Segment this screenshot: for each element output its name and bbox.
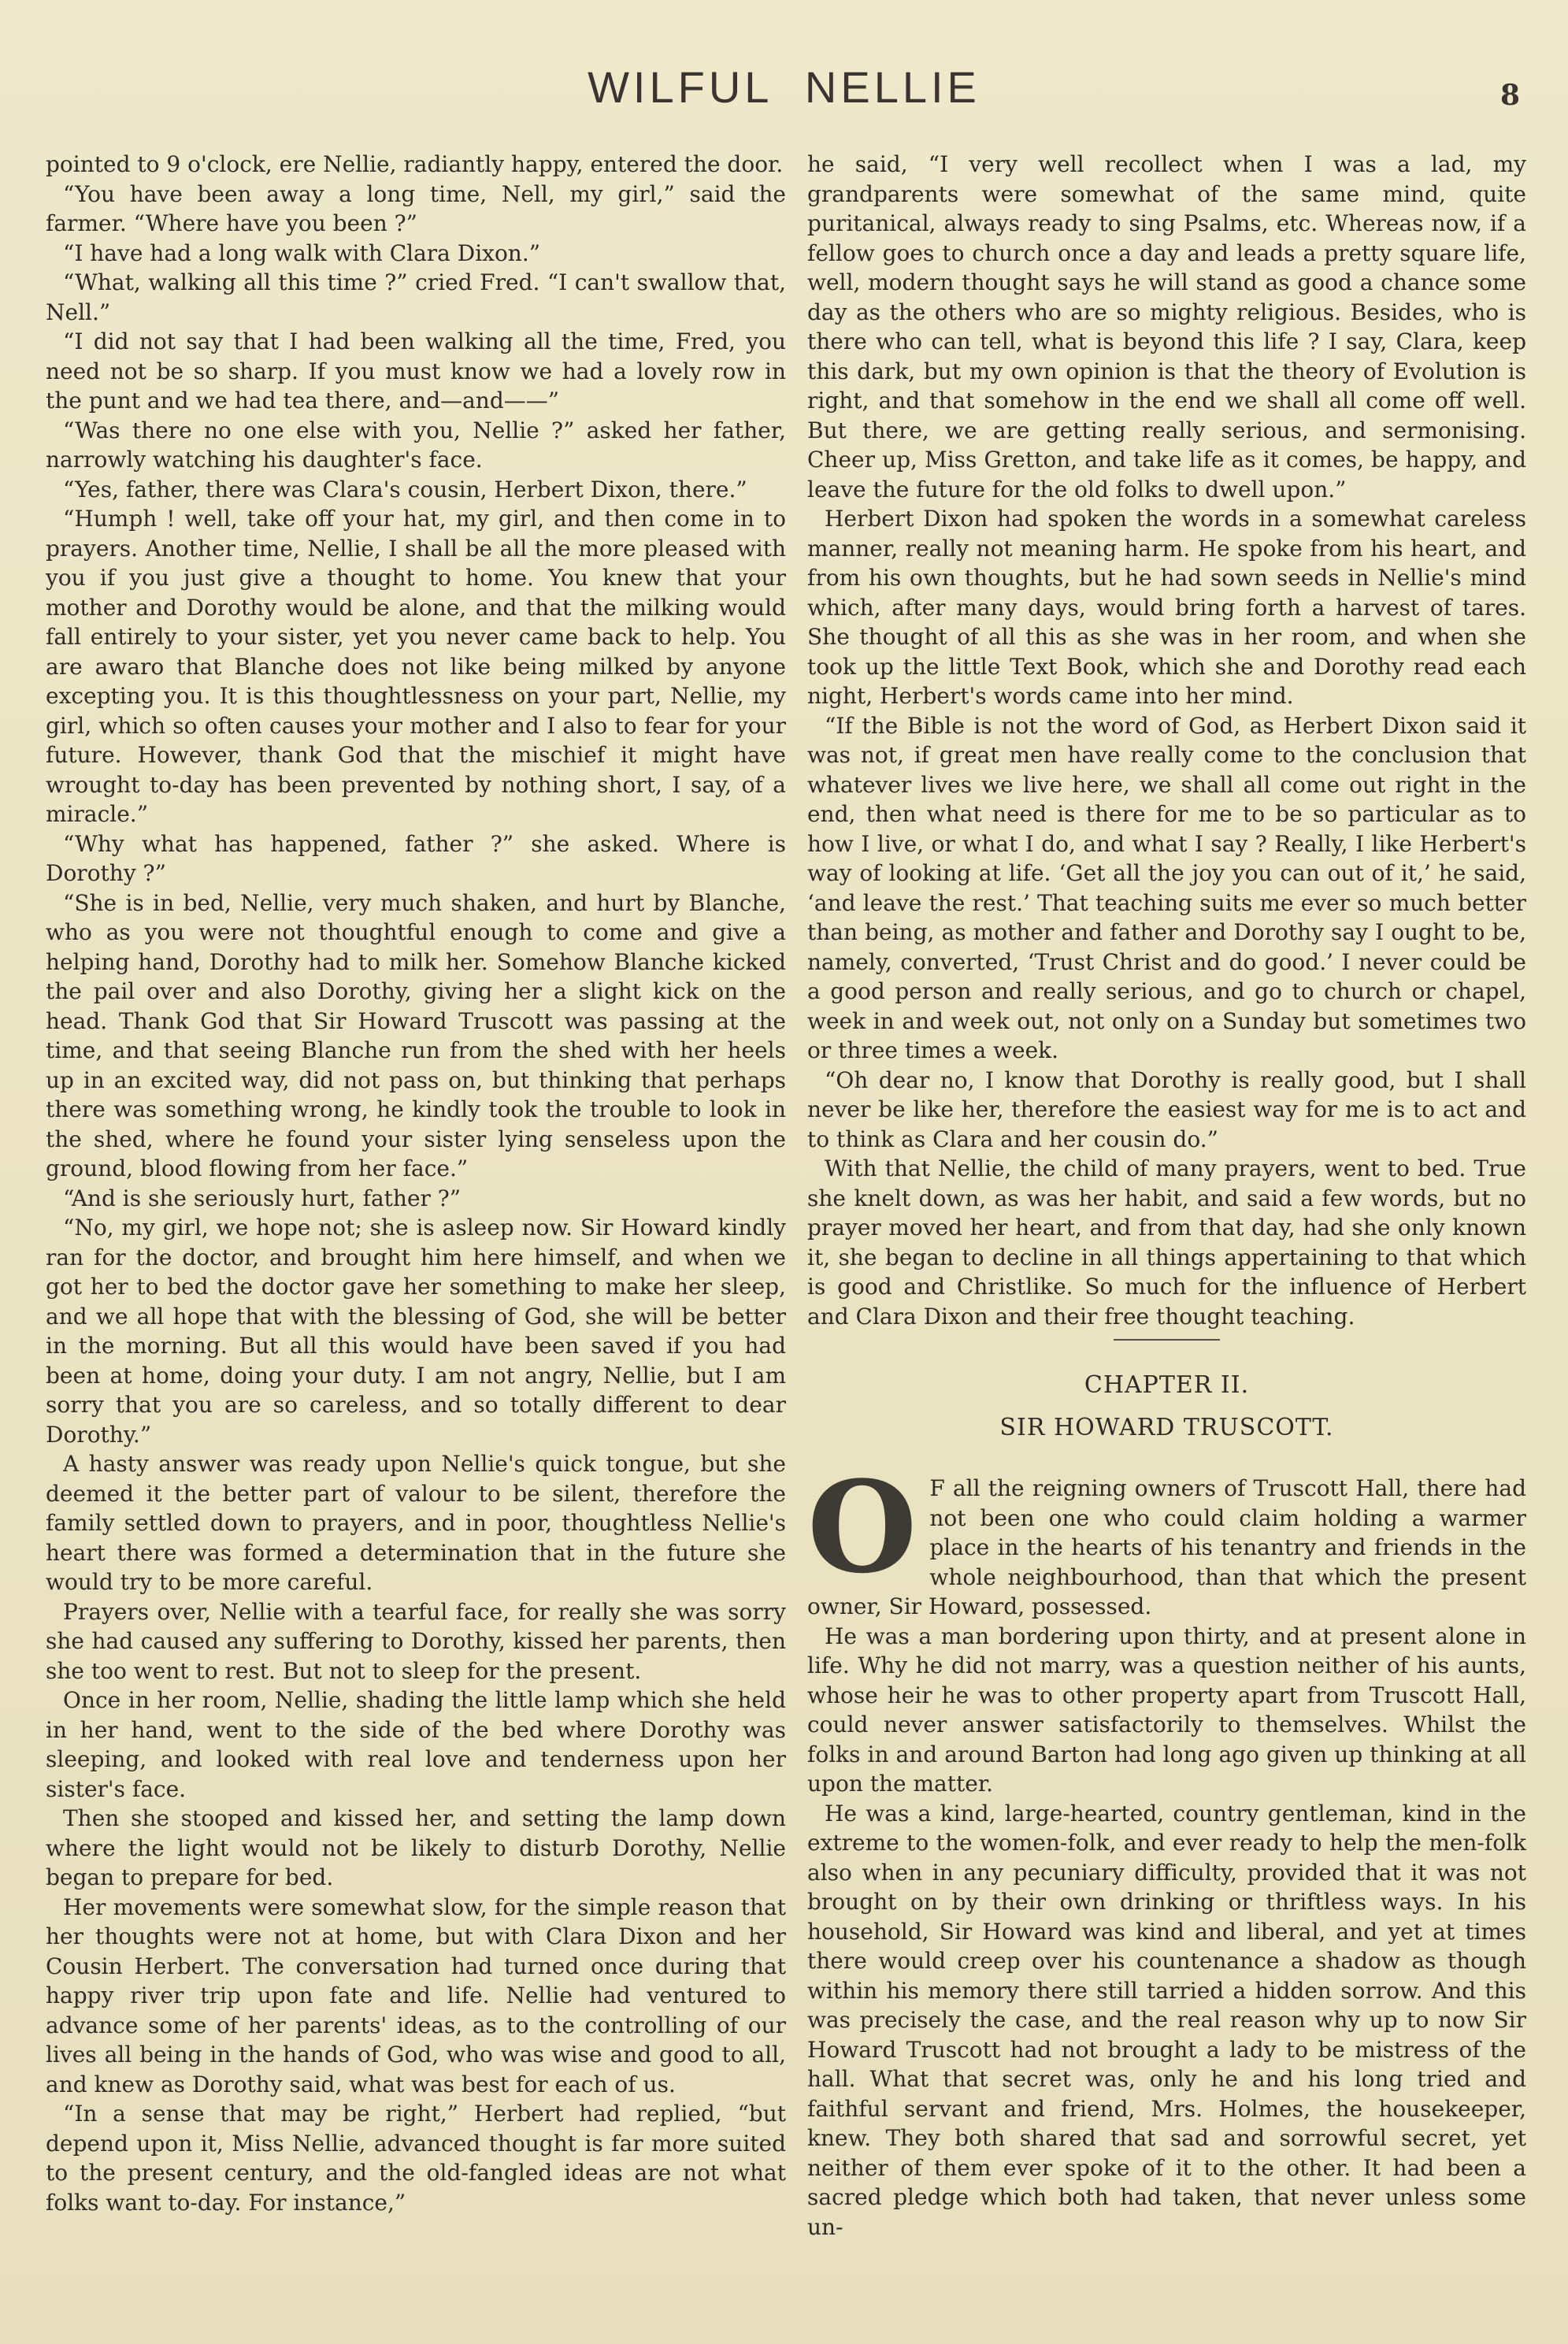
paragraph: “No, my girl, we hope not; she is asleep now. Sir Howard kindly ran for the doctor, and brought him here himself, and when we got her to bed the doctor gave her something to make her sleep, and we all hope that with the blessing of God, she will be better in the morning. But all this would have been saved if you had been at home, doing your duty. I am not angry, Nellie, but I am sorry that you are so careless, and so totally different to dear Dorothy.” — [46, 1215, 786, 1448]
paragraph: Prayers over, Nellie with a tearful face, for really she was sorry she had caused any suffering to Dorothy, kissed her parents, then she too went to rest. But not to sleep for the present. — [46, 1598, 786, 1684]
page-number: 8 — [1500, 79, 1521, 112]
paragraph: With that Nellie, the child of many prayers, went to bed. True she knelt down, as was her habit, and said a few words, but no prayer moved her heart, and from that day, had she only known it, she began to decline in all things appertaining to that which is good and Christlike. So much for the influence of Herbert and Clara Dixon and their free thought teaching. — [807, 1155, 1526, 1330]
page-title: WILFUL NELLIE — [588, 62, 980, 112]
paragraph: “Was there no one else with you, Nellie ?” asked her father, narrowly watching his daughter's face. — [46, 417, 786, 473]
paragraph: A hasty answer was ready upon Nellie's quick tongue, but she deemed it the better part of valour to be silent, therefore the family settled down to prayers, and in poor, thoughtless Nellie's heart there was formed a determination that in the future she would try to be more careful. — [46, 1451, 786, 1595]
paragraph: “I did not say that I had been walking all the time, Fred, you need not be so sharp. If you must know we had a lovely row in the punt and we had tea there, and—and——” — [46, 328, 786, 414]
paragraph: He was a man bordering upon thirty, and at present alone in life. Why he did not marry, was a question neither of his aunts, whose heir he was to other property apart from Truscott Hall, could never answer satisfactorily to themselves. Whilst the folks in and around Barton had long ago given up thinking at all upon the matter. — [807, 1623, 1526, 1797]
opening-text: F all the reigning owners of Truscott Hall, there had not been one who could claim holding a warmer place in the hearts of his tenantry and friends in the whole neighbourhood, than that which the present owner, Sir Howard, possessed. — [807, 1475, 1526, 1619]
paragraph: “I have had a long walk with Clara Dixon.” — [63, 239, 541, 266]
chapter-body — [807, 1453, 1526, 2242]
paragraph: pointed to 9 o'clock, ere Nellie, radiantly happy, entered the door. — [46, 151, 784, 177]
paragraph: “Oh dear no, I know that Dorothy is really good, but I shall never be like her, therefore the easiest way for me is to act and to think as Clara and her cousin do.” — [807, 1066, 1526, 1152]
left-column — [46, 150, 786, 2217]
paragraph: “What, walking all this time ?” cried Fred. “I can't swallow that, Nell.” — [46, 269, 786, 325]
paragraph: “You have been away a long time, Nell, my girl,” said the farmer. “Where have you been ?” — [46, 180, 786, 236]
paragraph: “In a sense that may be right,” Herbert had replied, “but depend upon it, Miss Nellie, advanced thought is far more suited to the present century, and the old-fangled ideas are not what folks want to-day. For instance,” — [46, 2101, 786, 2216]
paragraph: Once in her room, Nellie, shading the little lamp which she held in her hand, went to the side of the bed where Dorothy was sleeping, and looked with real love and tenderness upon her sister's face. — [46, 1687, 786, 1802]
paragraph: Her movements were somewhat slow, for the simple reason that her thoughts were not at home, but with Clara Dixon and her Cousin Herbert. The conversation had turned once during that happy river trip upon fate and life. Nellie had ventured to advance some of her parents' ideas, as to the controlling of our lives all being in the hands of God, who was wise and good to all, and knew as Dorothy said, what was best for each of us. — [46, 1893, 786, 2097]
paragraph: he said, “I very well recollect when I was a lad, my grandparents were somewhat of the same mind, quite puritanical, always ready to sing Psalms, etc. Whereas now, if a fellow goes to church once a day and leads a pretty square life, well, modern thought says he will stand as good a chance some day as the others who are so mighty religious. Besides, who is there who can tell, what is beyond this life ? I say, Clara, keep this dark, but my own opinion is that the theory of Evolution is right, and that somehow in the end we shall all come off well. But there, we are getting really serious, and sermonising. Cheer up, Miss Gretton, and take life as it comes, be happy, and leave the future for the old folks to dwell upon.” — [807, 151, 1526, 503]
paragraph: “Why what has happened, father ?” she asked. Where is Dorothy ?” — [46, 830, 786, 886]
paragraph: “She is in bed, Nellie, very much shaken, and hurt by Blanche, who as you were not thoughtful enough to come and give a helping hand, Dorothy had to milk her. Somehow Blanche kicked the pail over and also Dorothy, giving her a slight kick on the head. Thank God that Sir Howard Truscott was passing at the time, and that seeing Blanche run from the shed with her heels up in an excited way, did not pass on, but thinking that perhaps there was something wrong, he kindly took the trouble to look in the shed, where he found your sister lying senseless upon the ground, blood flowing from her face.” — [46, 889, 786, 1181]
paragraph: “Yes, father, there was Clara's cousin, Herbert Dixon, there.” — [63, 476, 747, 503]
chapter-opening-paragraph — [807, 1453, 1526, 1622]
section-divider — [1114, 1339, 1220, 1341]
paragraph: Herbert Dixon had spoken the words in a somewhat careless manner, really not meaning harm. He spoke from his heart, and from his own thoughts, but he had sown seeds in Nellie's mind which, after many days, would bring forth a harvest of tares. She thought of all this as she was in her room, and when she took up the little Text Book, which she and Dorothy read each night, Herbert's words came into her mind. — [807, 506, 1526, 709]
right-column — [807, 150, 1526, 2242]
chapter-title: SIR HOWARD TRUSCOTT. — [999, 1413, 1334, 1441]
paragraph: “If the Bible is not the word of God, as Herbert Dixon said it was not, if great men have really come to the conclusion that whatever lives we live here, we shall all come out right in the end, then what need is there for me to be so particular as to how I live, or what I do, and what I say ? Really, I like Herbert's way of looking at life. ‘Get all the joy you can out of it,’ he said, ‘and leave the rest.’ That teaching suits me ever so much better than being, as mother and father and Dorothy say I ought to be, namely, converted, ‘Trust Christ and do good.’ I never could be a good person and really serious, and go to church or chapel, week in and week out, not only on a Sunday but sometimes two or three times a week. — [807, 712, 1526, 1063]
paragraph: “Humph ! well, take off your hat, my girl, and then come in to prayers. Another time, Nellie, I shall be all the more pleased with you if you just give a thought to home. You knew that your mother and Dorothy would be alone, and that the milking would fall entirely to your sister, yet you never came back to help. You are awaro that Blanche does not like being milked by anyone excepting you. It is this thoughtlessness on your part, Nellie, my girl, which so often causes your mother and I also to fear for your future. However, thank God that the mischief it might have wrought to-day has been prevented by nothing short, I say, of a miracle.” — [46, 506, 786, 827]
paragraph: “And is she seriously hurt, father ?” — [63, 1185, 462, 1211]
drop-cap: O — [807, 1453, 917, 1601]
paragraph: He was a kind, large-hearted, country gentleman, kind in the extreme to the women-folk, and ever ready to help the men-folk also when in any pecuniary difficulty, provided that it was not brought on by their own drinking or thriftless ways. In his household, Sir Howard was kind and liberal, and yet at times there would creep over his countenance a shadow as though within his memory there still tarried a hidden sorrow. And this was precisely the case, and the real reason why up to now Sir Howard Truscott had not brought a lady to be mistress of the hall. What that secret was, only he and his long tried and faithful servant and friend, Mrs. Holmes, the housekeeper, knew. They both shared that sad and sorrowful secret, yet neither of them ever spoke of it to the other. It had been a sacred pledge which both had taken, that never unless some un- — [807, 1800, 1526, 2240]
chapter-heading: CHAPTER II. — [1084, 1371, 1250, 1399]
paragraph: Then she stooped and kissed her, and setting the lamp down where the light would not be likely to disturb Dorothy, Nellie began to prepare for bed. — [46, 1805, 786, 1890]
